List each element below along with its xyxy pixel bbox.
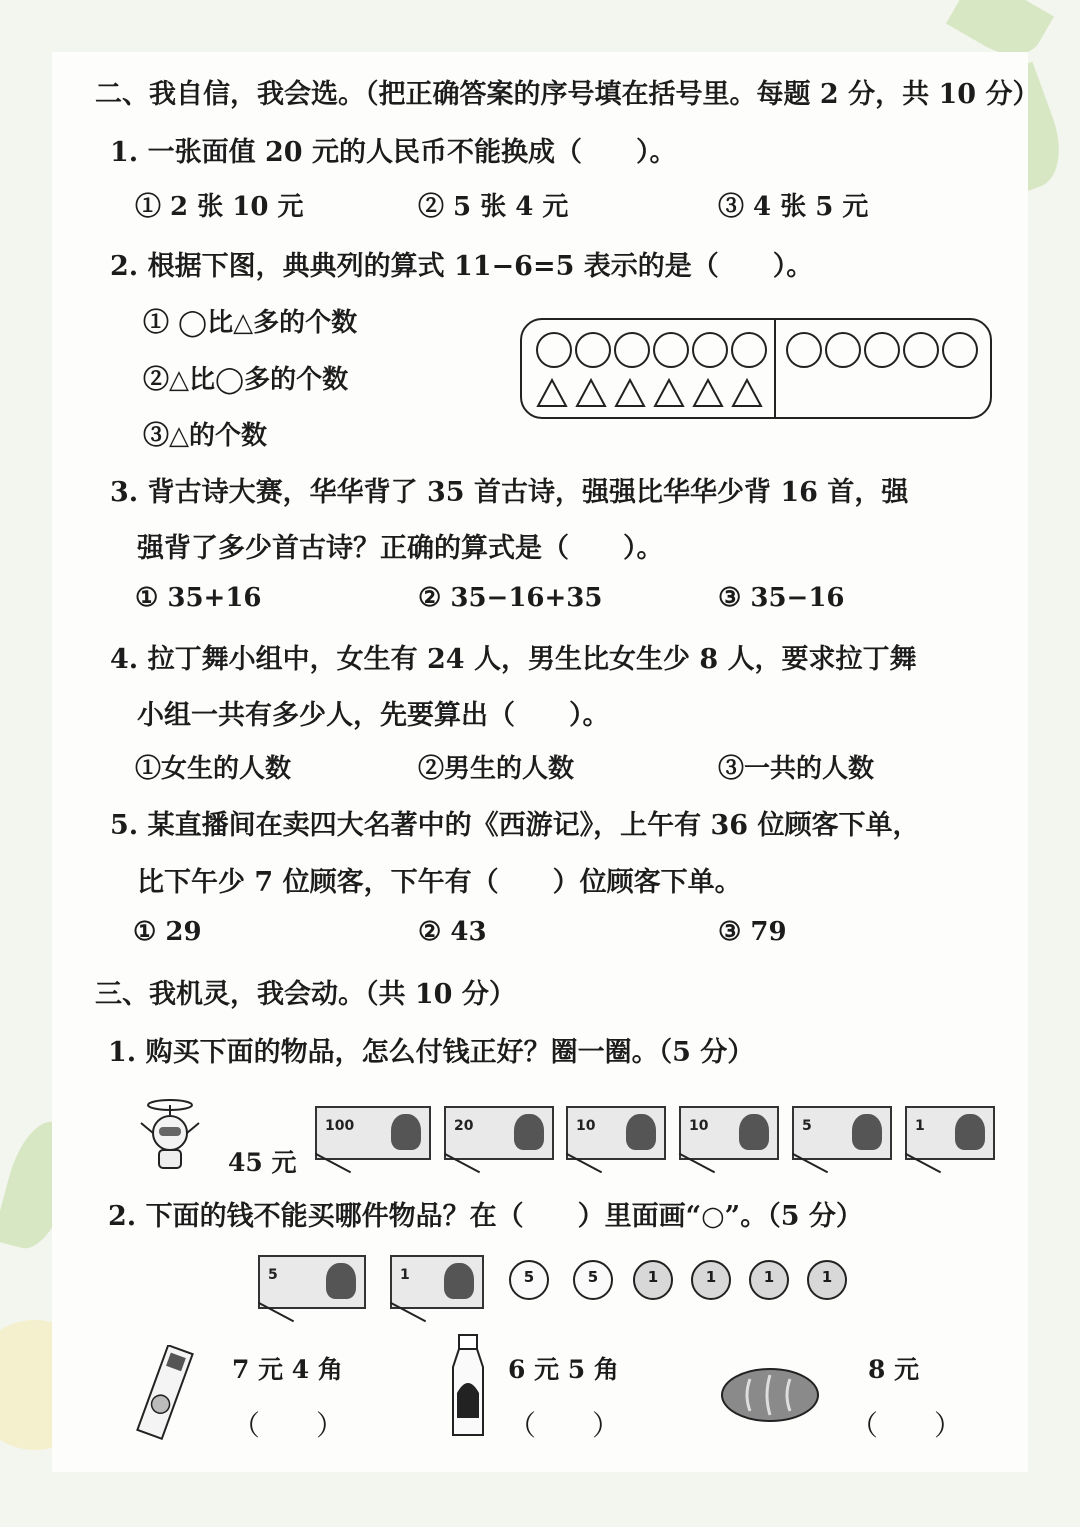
portrait-icon xyxy=(514,1114,544,1150)
coin-1[interactable] xyxy=(633,1260,673,1300)
question-3-line2: 强背了多少首古诗？正确的算式是（ ）。 xyxy=(137,533,664,564)
figure-divider xyxy=(774,320,776,417)
bill-value: 20 xyxy=(454,1118,474,1134)
section3-question-2: 2. 下面的钱不能买哪件物品？在（ ）里面画“○”。（5 分） xyxy=(108,1201,863,1232)
figure-circle xyxy=(653,332,689,368)
q5-option-3: ③ 79 xyxy=(718,917,787,947)
banknote-5[interactable] xyxy=(792,1106,892,1160)
question-5-line2: 比下午少 7 位顾客，下午有（ ）位顾客下单。 xyxy=(137,867,742,898)
q4-option-1: ①女生的人数 xyxy=(135,754,292,784)
question-1: 1. 一张面值 20 元的人民币不能换成（ ）。 xyxy=(110,137,677,168)
figure-triangle xyxy=(653,378,685,408)
figure-circle xyxy=(692,332,728,368)
figure-circle xyxy=(731,332,767,368)
q3-option-2: ② 35−16+35 xyxy=(418,583,603,613)
question-4-line1: 4. 拉丁舞小组中，女生有 24 人，男生比女生少 8 人，要求拉丁舞 xyxy=(110,644,917,675)
portrait-icon xyxy=(626,1114,656,1150)
figure-triangle xyxy=(614,378,646,408)
item3-price: 8 元 xyxy=(868,1355,920,1384)
coin-value: 1 xyxy=(763,1268,775,1286)
section3-title: 三、我机灵，我会动。（共 10 分） xyxy=(95,979,516,1010)
q2-option-1: ① ◯比△多的个数 xyxy=(143,308,358,338)
q2-option-3: ③△的个数 xyxy=(143,421,267,451)
figure-circle xyxy=(575,332,611,368)
question-5-line1: 5. 某直播间在卖四大名著中的《西游记》，上午有 36 位顾客下单， xyxy=(110,810,920,841)
question-4-line2: 小组一共有多少人，先要算出（ ）。 xyxy=(137,700,610,731)
bill-value: 1 xyxy=(400,1267,410,1283)
portrait-icon xyxy=(444,1263,474,1299)
portrait-icon xyxy=(391,1114,421,1150)
coin-value: 1 xyxy=(647,1268,659,1286)
section2-title: 二、我自信，我会选。（把正确答案的序号填在括号里。每题 2 分，共 10 分） xyxy=(95,79,1040,110)
coin-value: 1 xyxy=(705,1268,717,1286)
figure-triangle xyxy=(692,378,724,408)
item3-answer-paren[interactable]: （ ） xyxy=(850,1409,963,1442)
q4-option-2: ②男生的人数 xyxy=(418,754,575,784)
question-3-line1: 3. 背古诗大赛，华华背了 35 首古诗，强强比华华少背 16 首，强 xyxy=(110,477,909,508)
figure-circle xyxy=(614,332,650,368)
banknote-100[interactable] xyxy=(315,1106,431,1160)
snack-bar-icon xyxy=(130,1345,200,1440)
figure-circle xyxy=(864,332,900,368)
q1-option-3: ③ 4 张 5 元 xyxy=(718,192,869,222)
item1-answer-paren[interactable]: （ ） xyxy=(232,1409,345,1442)
bread-icon xyxy=(720,1365,820,1425)
q1-option-2: ② 5 张 4 元 xyxy=(418,192,569,222)
q5-option-2: ② 43 xyxy=(418,917,487,947)
item1-price: 7 元 4 角 xyxy=(232,1355,343,1384)
q3-option-1: ① 35+16 xyxy=(135,583,262,613)
q3-option-3: ③ 35−16 xyxy=(718,583,845,613)
bill-value: 10 xyxy=(689,1118,709,1134)
q1-option-1: ① 2 张 10 元 xyxy=(135,192,304,222)
section3-question-1: 1. 购买下面的物品，怎么付钱正好？圈一圈。（5 分） xyxy=(108,1037,755,1068)
figure-circle xyxy=(942,332,978,368)
figure-circle xyxy=(825,332,861,368)
robot-toy-icon xyxy=(135,1095,205,1175)
figure-triangle xyxy=(731,378,763,408)
portrait-icon xyxy=(955,1114,985,1150)
banknote-20[interactable] xyxy=(444,1106,554,1160)
q4-option-3: ③一共的人数 xyxy=(718,754,875,784)
coin-1[interactable] xyxy=(749,1260,789,1300)
coin-5[interactable] xyxy=(573,1260,613,1300)
bill-value: 1 xyxy=(915,1118,925,1134)
coin-1[interactable] xyxy=(691,1260,731,1300)
figure-circle xyxy=(786,332,822,368)
coin-value: 1 xyxy=(821,1268,833,1286)
bill-value: 5 xyxy=(268,1267,278,1283)
q5-option-1: ① 29 xyxy=(133,917,202,947)
question-2: 2. 根据下图，典典列的算式 11−6=5 表示的是（ ）。 xyxy=(110,251,814,282)
banknote-10[interactable] xyxy=(566,1106,666,1160)
figure-circle xyxy=(903,332,939,368)
figure-triangle xyxy=(536,378,568,408)
banknote-10[interactable] xyxy=(679,1106,779,1160)
figure-triangle xyxy=(575,378,607,408)
bill-value: 10 xyxy=(576,1118,596,1134)
coin-5[interactable] xyxy=(509,1260,549,1300)
banknote-5[interactable] xyxy=(258,1255,366,1309)
coin-value: 5 xyxy=(523,1268,535,1286)
bill-value: 5 xyxy=(802,1118,812,1134)
item2-answer-paren[interactable]: （ ） xyxy=(508,1409,621,1442)
item2-price: 6 元 5 角 xyxy=(508,1355,619,1384)
banknote-1[interactable] xyxy=(390,1255,484,1309)
portrait-icon xyxy=(852,1114,882,1150)
figure-circle xyxy=(536,332,572,368)
item-price-45: 45 元 xyxy=(228,1148,297,1177)
portrait-icon xyxy=(326,1263,356,1299)
coin-value: 5 xyxy=(587,1268,599,1286)
portrait-icon xyxy=(739,1114,769,1150)
shapes-figure xyxy=(520,318,992,419)
coin-1[interactable] xyxy=(807,1260,847,1300)
banknote-1[interactable] xyxy=(905,1106,995,1160)
bill-value: 100 xyxy=(325,1118,355,1134)
milk-bottle-icon xyxy=(443,1333,493,1438)
q2-option-2: ②△比◯多的个数 xyxy=(143,365,349,395)
